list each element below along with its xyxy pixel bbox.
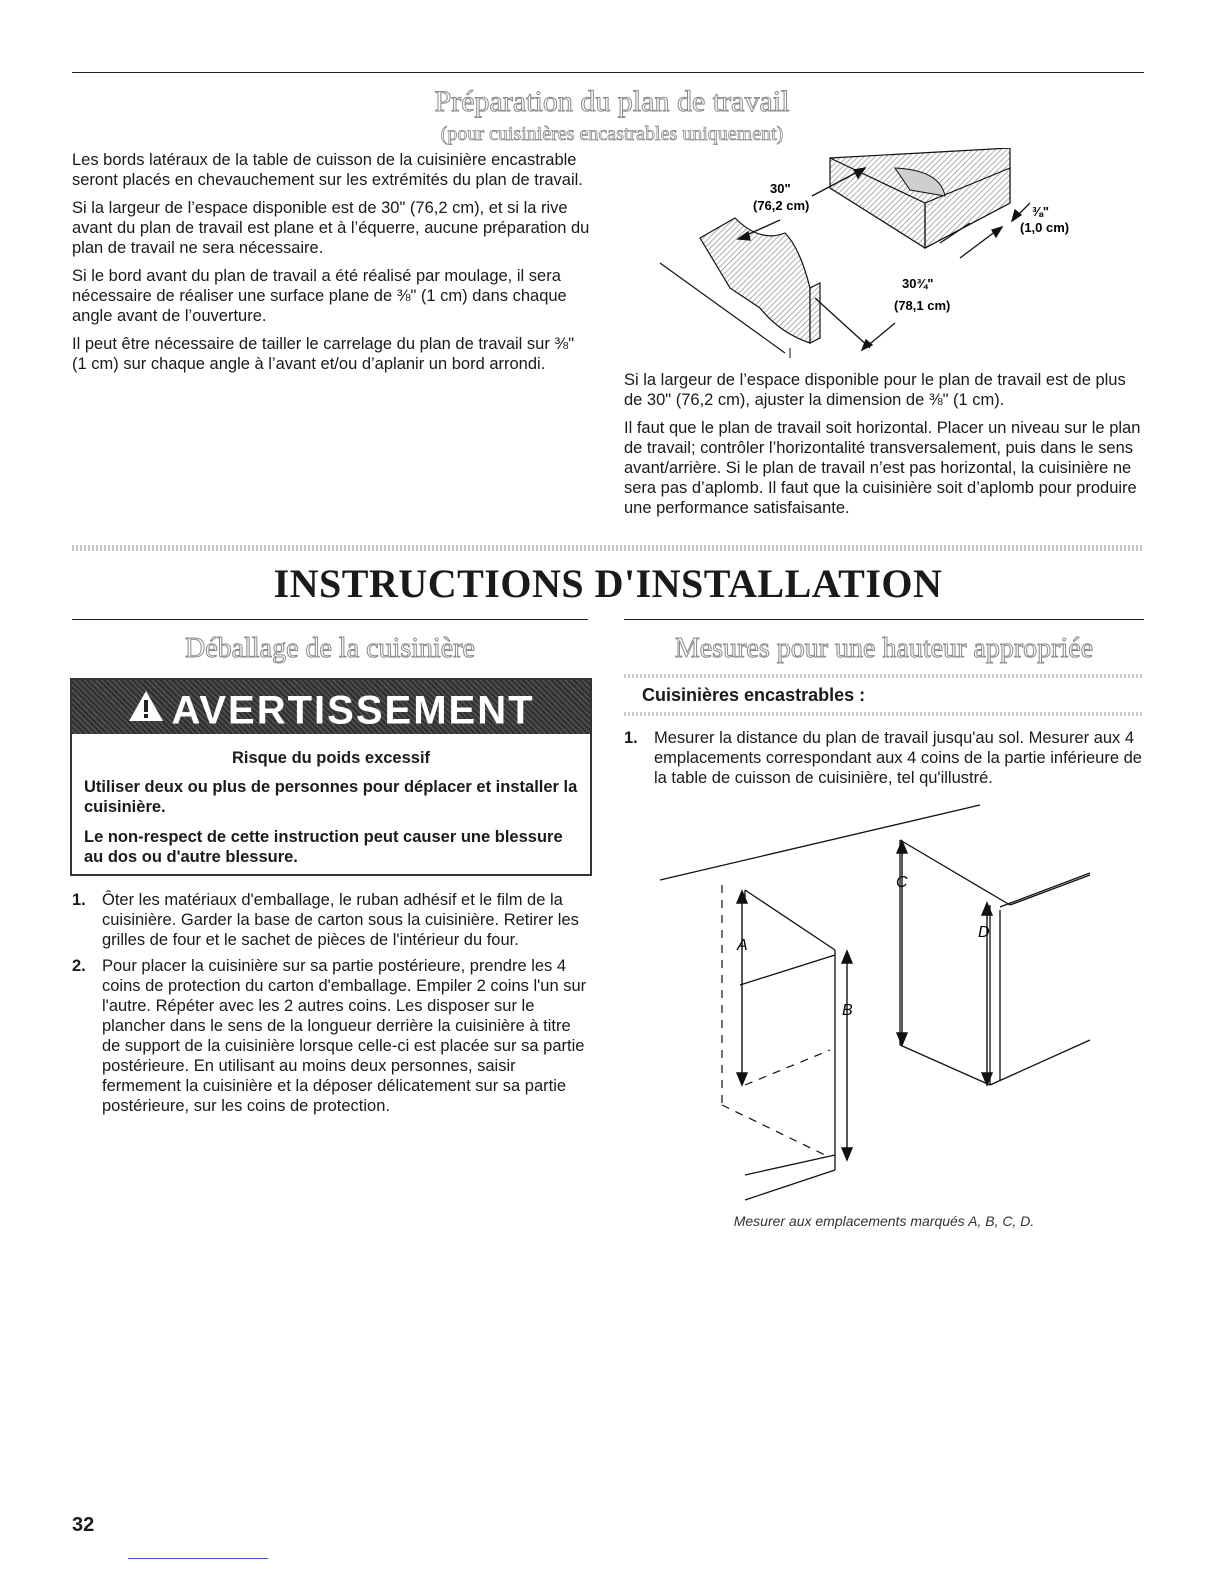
step-number: 2. [72,957,86,975]
label-c: C [896,874,908,891]
section-subtitle: (pour cuisinières encastrables uniquement) [440,123,784,145]
paragraph: Si le bord avant du plan de travail a été réalisé par moulage, il sera nécessaire de réaliser une surface plane de ⅜" (1 cm) dans chaque angle avant de l’ouverture. [72,267,567,325]
warning-line-2: Le non-respect de cette instruction peut causer une blessure au dos ou d'autre blessure. [84,828,563,866]
divider-band [72,545,1144,551]
list-item [72,890,588,950]
page-title: INSTRUCTIONS D'INSTALLATION [273,561,943,606]
paragraph: Si la largeur de l’espace disponible est de 30" (76,2 cm), et si la rive avant du plan de travail est plane et à l’équerre, aucune préparation du plan de travail ne sera nécessaire. [72,199,590,257]
label-b: B [842,1002,853,1019]
warning-triangle-icon [127,688,165,732]
warning-box [70,678,592,876]
top-rule [72,72,1144,73]
width-cm-label: (76,2 cm) [753,198,810,213]
warning-banner-label: AVERTISSEMENT [171,688,535,733]
page-number: 32 [72,1514,95,1536]
top-right-text [624,370,1144,526]
right-column-rule [624,619,1144,620]
subheading-encastrables: Cuisinières encastrables : [642,685,866,705]
footer-rule [128,1558,268,1559]
opening-in-label: 30¾" [902,276,934,291]
list-item [72,956,588,1116]
countertop-figure [640,148,1090,363]
step-number: 1. [72,891,86,909]
subheading-band-top [624,674,1144,678]
offset-in-label: ⅜" [1032,204,1050,219]
offset-cm-label: (1,0 cm) [1020,220,1070,235]
diagram-caption: Mesurer aux emplacements marqués A, B, C, D. [733,1213,1035,1229]
warning-risk-title: Risque du poids excessif [231,749,431,767]
paragraph: Il peut être nécessaire de tailler le carrelage du plan de travail sur ⅜" (1 cm) sur chaque angle à l’avant et/ou d’aplanir un bord arrondi. [72,335,575,373]
warning-banner [72,680,590,734]
warning-title [72,686,590,732]
opening-cm-label: (78,1 cm) [894,298,951,313]
warning-line-1: Utiliser deux ou plus de personnes pour déplacer et installer la cuisinière. [84,778,578,816]
section-title-preparation: Préparation du plan de travail [434,85,790,118]
subheading-band-bottom [624,712,1144,716]
step-text: Ôter les matériaux d'emballage, le ruban adhésif et le film de la cuisinière. Garder la base de carton sous la cuisinière. Retirer les grilles de four et le sachet de pièces de l'intérieur du four. [102,891,579,949]
heading-mesures: Mesures pour une hauteur appropriée [674,633,1094,664]
counter-block-right [830,148,1010,248]
paragraph: Il faut que le plan de travail soit horizontal. Placer un niveau sur le plan de travail; contrôler l’horizontalité transversalement, puis dans le sens avant/arrière. Si le plan de travail n’est pas horizontal, la cuisinière ne sera pas d’aplomb. Il faut que la cuisinière soit d’aplomb pour produire une performance satisfaisante. [624,419,1141,517]
list-item [624,728,1144,788]
width-in-label: 30" [770,181,791,196]
step-number: 1. [624,729,638,747]
left-column-rule [72,619,588,620]
measurement-steps [624,728,1144,794]
warning-body [84,748,578,867]
step-text: Mesurer la distance du plan de travail jusqu'au sol. Mesurer aux 4 emplacements correspondant aux 4 coins de la partie inférieure de la table de cuisson de cuisinière, tel qu'illustré. [654,729,1142,787]
step-text: Pour placer la cuisinière sur sa partie postérieure, prendre les 4 coins de protection du carton d'emballage. Empiler 2 coins l'un sur l'autre. Répéter avec les 2 autres coins. Les disposer sur le plancher dans le sens de la longueur derrière la cuisinière à titre de support de la cuisinière lorsque celle-ci est placée sur sa partie postérieure. En utilisant au moins deux personnes, saisir fermement la cuisinière et la déposer délicatement sur sa partie postérieure, sur les coins de protection. [102,957,587,1115]
unpacking-steps [72,890,588,1122]
paragraph: Les bords latéraux de la table de cuisson de la cuisinière encastrable seront placés en chevauchement sur les extrémités du plan de travail. [72,151,583,189]
top-left-text [72,150,592,382]
paragraph: Si la largeur de l’espace disponible pour le plan de travail est de plus de 30" (76,2 cm), ajuster la dimension de ⅜" (1 cm). [624,371,1126,409]
label-d: D [978,924,990,941]
heading-deballage: Déballage de la cuisinière [185,633,475,664]
label-a: A [737,937,748,954]
measurement-diagram [650,795,1110,1205]
